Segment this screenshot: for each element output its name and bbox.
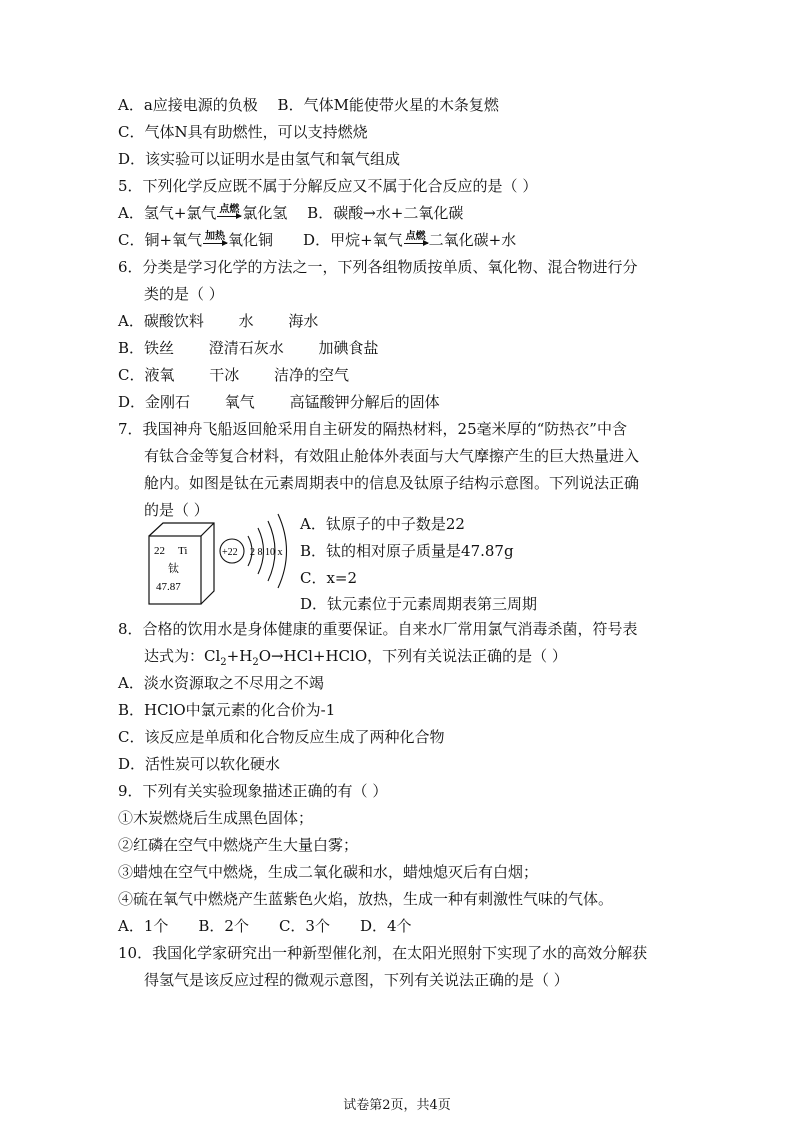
arrow-icon	[217, 216, 241, 217]
page-footer: 试卷第2页，共4页	[343, 1098, 451, 1113]
q5-a-reactants: A．氢气+氯气	[118, 204, 217, 222]
q8-stem-1: 8．合格的饮用水是身体健康的重要保证。自来水厂常用氯气消毒杀菌，符号表	[118, 620, 638, 638]
formula-part: O→HCl+HClO，下列有关说法正确的是（ ）	[258, 647, 567, 665]
q8-option-c: C．该反应是单质和化合物反应生成了两种化合物	[118, 728, 445, 746]
q4-option-d: D．该实验可以证明水是由氢气和氧气组成	[118, 150, 401, 168]
q6-option-b: B．铁丝 澄清石灰水 加碘食盐	[118, 339, 379, 357]
formula-part: 达式为：Cl	[144, 647, 221, 665]
q7-option-a: A．钛原子的中子数是22	[300, 515, 465, 533]
q5-stem: 5．下列化学反应既不属于分解反应又不属于化合反应的是（ ）	[118, 177, 538, 195]
nucleus-charge: +22	[222, 547, 238, 558]
q9-options: A．1个 B．2个 C．3个 D．4个	[118, 917, 412, 935]
titanium-atom-structure	[218, 512, 298, 590]
q10-stem-2: 得氢气是该反应过程的微观示意图，下列有关说法正确的是（ ）	[144, 971, 569, 989]
q5-d-products: 二氧化碳+水	[428, 231, 517, 249]
q5-option-ab	[118, 203, 463, 223]
titanium-element-card	[148, 522, 218, 606]
q7-stem-3: 舱内。如图是钛在元素周期表中的信息及钛原子结构示意图。下列说法正确	[144, 474, 640, 492]
reaction-condition-arrow	[217, 205, 241, 217]
arrow-icon	[404, 243, 428, 244]
q6-stem-1: 6．分类是学习化学的方法之一，下列各组物质按单质、氧化物、混合物进行分	[118, 258, 638, 276]
atomic-mass: 47.87	[156, 581, 181, 593]
q5-c-mid: 氧化铜 D．甲烷+氧气	[228, 231, 403, 249]
q6-option-c: C．液氧 干冰 洁净的空气	[118, 366, 350, 384]
formula-subscript: 2	[220, 657, 227, 668]
q5-option-cd	[118, 230, 516, 250]
q9-statement-1: ①木炭燃烧后生成黑色固体；	[118, 809, 314, 827]
reaction-condition-arrow	[203, 232, 227, 244]
q5-c-reactants: C．铜+氧气	[118, 231, 203, 249]
q5-a-rest: 氯化氢 B．碳酸→水+二氧化碳	[242, 204, 464, 222]
card-edge	[201, 523, 214, 536]
q7-option-b: B．钛的相对原子质量是47.87g	[300, 542, 514, 560]
q4-option-c: C．气体N具有助燃性，可以支持燃烧	[118, 123, 368, 141]
q7-stem-4: 的是（ ）	[144, 501, 209, 519]
q7-option-c: C．x=2	[300, 569, 358, 587]
q6-option-d: D．金刚石 氧气 高锰酸钾分解后的固体	[118, 393, 440, 411]
q8-option-d: D．活性炭可以软化硬水	[118, 755, 281, 773]
atomic-number: 22	[154, 545, 165, 557]
element-name: 钛	[168, 562, 179, 575]
q9-statement-4: ④硫在氧气中燃烧产生蓝紫色火焰，放热，生成一种有刺激性气味的气体。	[118, 890, 614, 908]
q8-option-b: B．HClO中氯元素的化合价为-1	[118, 701, 336, 719]
q7-stem-1: 7．我国神舟飞船返回舱采用自主研发的隔热材料，25毫米厚的“防热衣”中含	[118, 420, 627, 438]
q6-option-a: A．碳酸饮料 水 海水	[118, 312, 319, 330]
element-symbol: Ti	[178, 545, 188, 557]
formula-subscript: 2	[252, 657, 259, 668]
condition-label: 加热	[205, 231, 226, 242]
q8-stem-2	[144, 646, 567, 666]
shell-electrons: 2 8 10 x	[250, 547, 283, 558]
reaction-condition-arrow	[404, 232, 428, 244]
q4-option-ab: A．a应接电源的负极 B．气体M能使带火星的木条复燃	[118, 96, 499, 114]
condition-label: 点燃	[405, 231, 426, 242]
formula-part: +H	[226, 647, 253, 665]
q9-stem: 9．下列有关实验现象描述正确的有（ ）	[118, 782, 388, 800]
q8-option-a: A．淡水资源取之不尽用之不竭	[118, 674, 324, 692]
q10-stem-1: 10．我国化学家研究出一种新型催化剂，在太阳光照射下实现了水的高效分解获	[118, 944, 648, 962]
q7-option-d: D．钛元素位于元素周期表第三周期	[300, 595, 538, 613]
q9-statement-2: ②红磷在空气中燃烧产生大量白雾；	[118, 836, 359, 854]
condition-label: 点燃	[219, 204, 240, 215]
arrow-icon	[203, 243, 227, 244]
q6-stem-2: 类的是（ ）	[144, 285, 224, 303]
q7-stem-2: 有钛合金等复合材料，有效阻止舱体外表面与大气摩擦产生的巨大热量进入	[144, 447, 640, 465]
q9-statement-3: ③蜡烛在空气中燃烧，生成二氧化碳和水，蜡烛熄灭后有白烟；	[118, 863, 539, 881]
